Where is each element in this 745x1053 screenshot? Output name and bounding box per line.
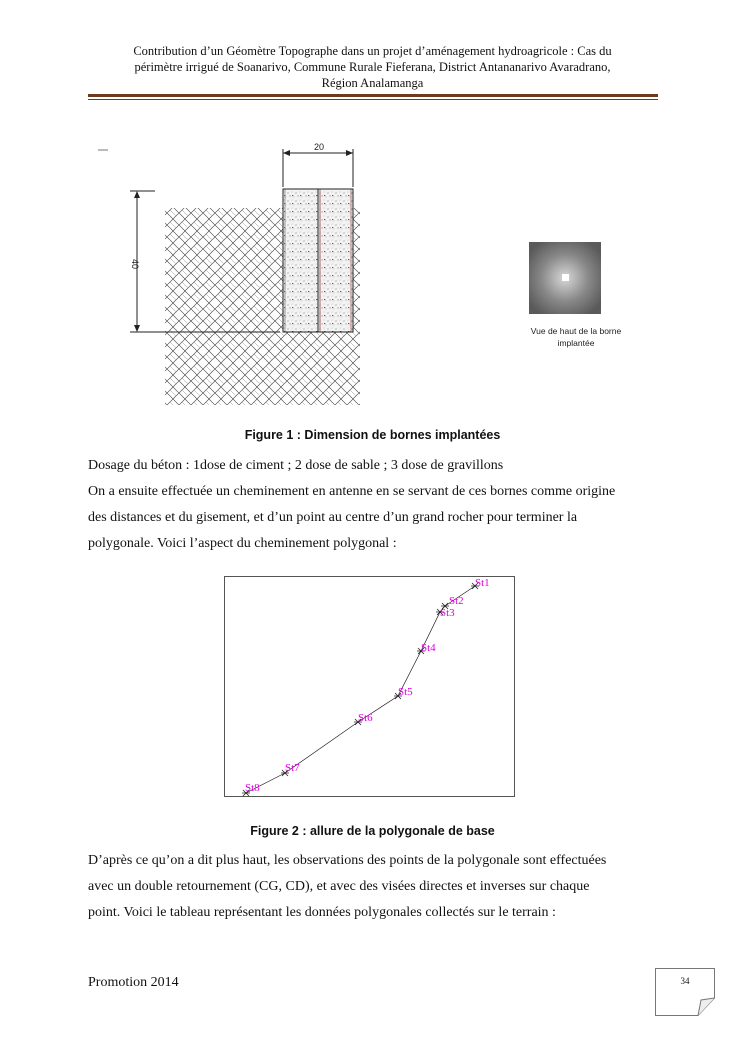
station-label-st1: St1 bbox=[475, 577, 490, 589]
para1-line-1: On a ensuite effectuée un cheminement en antenne en se servant de ces bornes comme origine bbox=[88, 484, 616, 499]
header-rule-thick bbox=[88, 94, 658, 97]
figure-2-caption: Figure 2 : allure de la polygonale de base bbox=[250, 824, 495, 838]
para2-line-3: point. Voici le tableau représentant les données polygonales collectés sur le terrain : bbox=[88, 905, 556, 920]
footer-promotion: Promotion 2014 bbox=[88, 975, 179, 990]
top-view-label-line-1: Vue de haut de la borne bbox=[530, 326, 622, 336]
para2-line-1: D’après ce qu’on a dit plus haut, les observations des points de la polygonale sont effectuées bbox=[88, 853, 607, 868]
para1-line-3: polygonale. Voici l’aspect du cheminement polygonal : bbox=[88, 536, 397, 551]
top-view-label-line-2: implantée bbox=[557, 338, 595, 348]
station-label-st4: St4 bbox=[421, 642, 436, 654]
station-label-st2: St2 bbox=[449, 595, 464, 607]
station-label-st3: St3 bbox=[440, 607, 455, 619]
station-label-st5: St5 bbox=[398, 686, 413, 698]
dosage-text: Dosage du béton : 1dose de ciment ; 2 dose de sable ; 3 dose de gravillons bbox=[88, 458, 504, 473]
para2-line-2: avec un double retournement (CG, CD), et avec des visées directes et inverses sur chaque bbox=[88, 879, 590, 894]
station-label-st6: St6 bbox=[358, 712, 373, 724]
figure-2-traverse bbox=[224, 576, 515, 797]
running-header bbox=[95, 43, 650, 91]
depth-dimension-label: 40 bbox=[130, 258, 140, 270]
page-number: 34 bbox=[680, 976, 690, 986]
header-line-1: Contribution d’un Géomètre Topographe dans un projet d’aménagement hydroagricole : Cas du bbox=[133, 44, 612, 58]
header-rule-thin bbox=[88, 99, 658, 100]
station-label-st8: St8 bbox=[245, 782, 260, 794]
figure-1-caption: Figure 1 : Dimension de bornes implantées bbox=[244, 428, 501, 442]
header-line-3: Région Analamanga bbox=[321, 76, 424, 90]
para1-line-2: des distances et du gisement, et d’un point au centre d’un grand rocher pour terminer la bbox=[88, 510, 578, 525]
body-paragraph-2 bbox=[88, 848, 663, 926]
figure-1-diagram bbox=[95, 135, 655, 415]
header-line-2: périmètre irrigué de Soanarivo, Commune Rurale Fieferana, District Antananarivo Avaradrano, bbox=[134, 60, 611, 74]
station-label-st7: St7 bbox=[285, 762, 300, 774]
width-dimension-label: 20 bbox=[313, 142, 325, 152]
body-dosage bbox=[88, 453, 663, 557]
